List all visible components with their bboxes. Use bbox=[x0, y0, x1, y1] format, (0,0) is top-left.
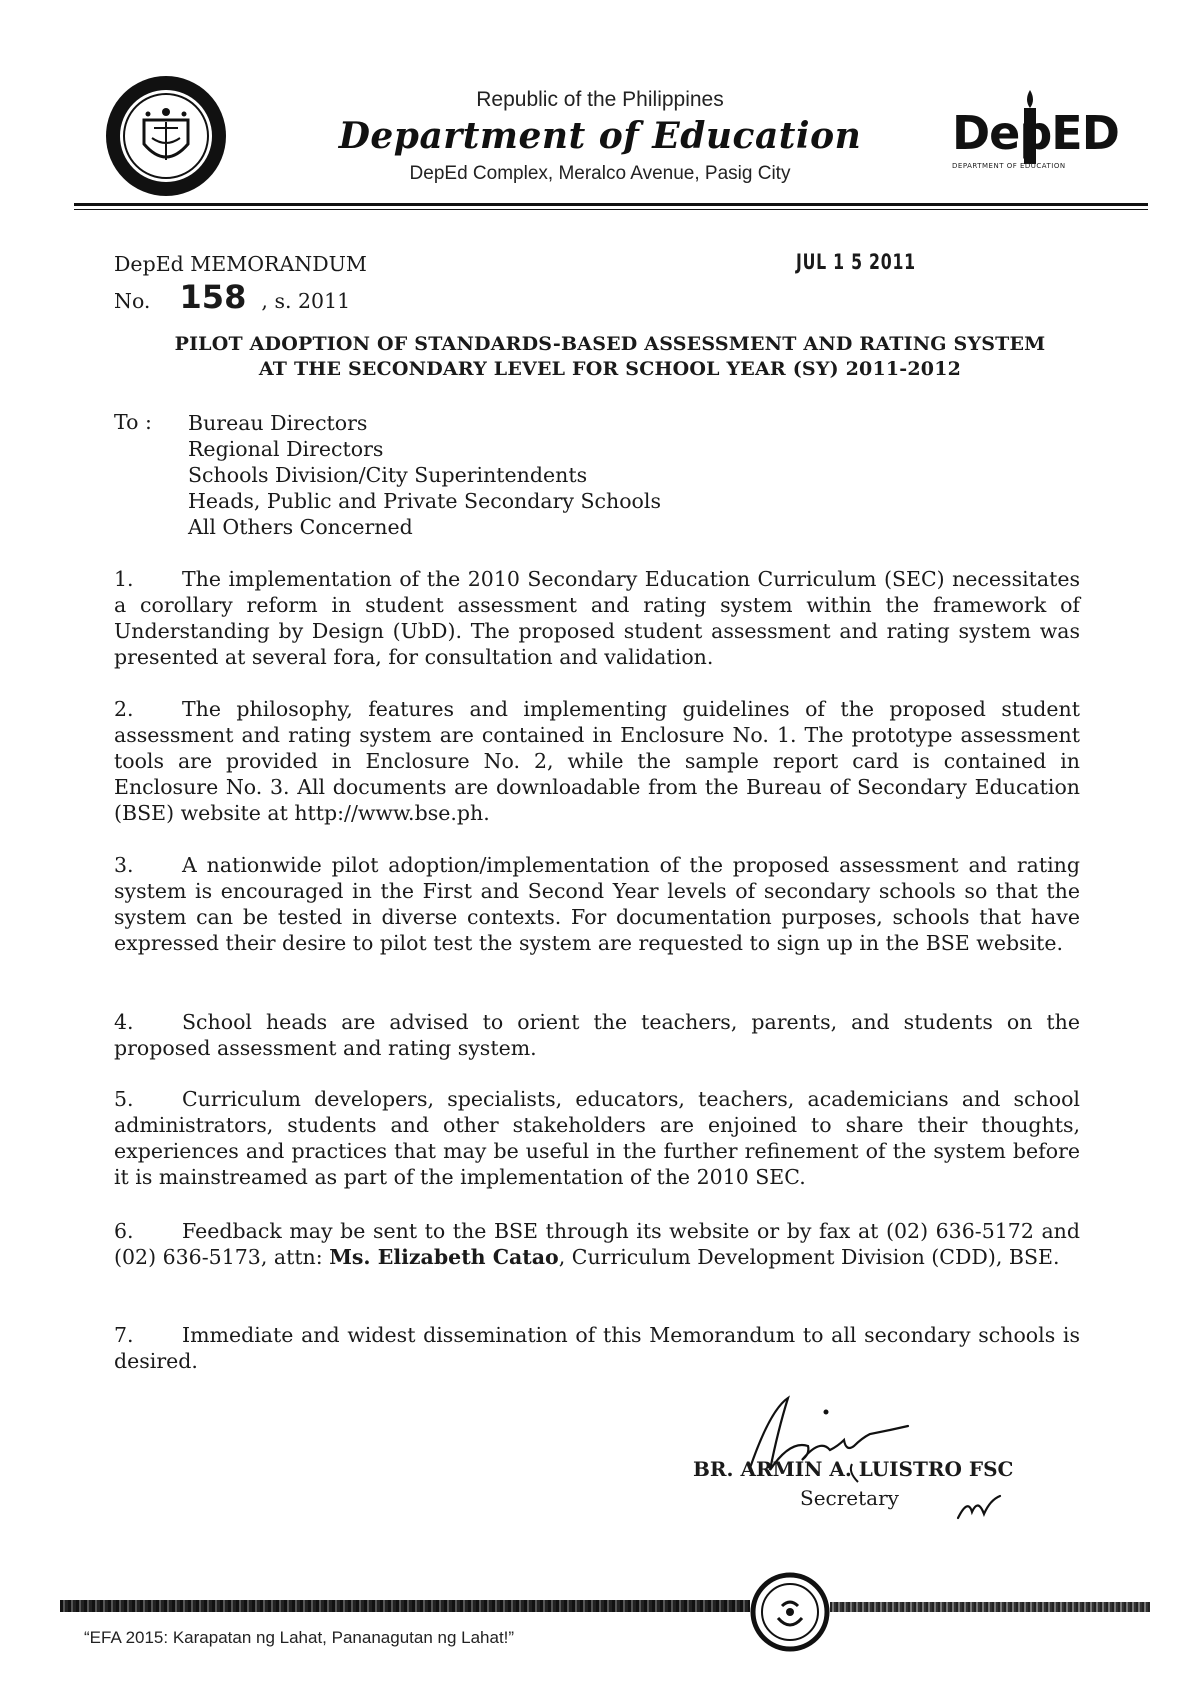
paragraph-text: School heads are advised to orient the teachers, parents, and students on the proposed assessment and rating system. bbox=[114, 1010, 1080, 1060]
recipient-item: Bureau Directors bbox=[188, 411, 368, 435]
paragraph-6 bbox=[114, 1218, 1080, 1270]
deped-logo-text: DepED bbox=[952, 106, 1119, 160]
recipient-item: Schools Division/City Superintendents bbox=[188, 463, 588, 487]
footer-slogan: “EFA 2015: Karapatan ng Lahat, Pananagutan ng Lahat!” bbox=[84, 1628, 515, 1647]
recipient-list bbox=[188, 410, 888, 540]
paragraph-text: The philosophy, features and implementing guidelines of the proposed student assessment and rating system are contained in Enclosure No. 1. The prototype assessment tools are provided in Enclosure No. 2, while the sample report card is contained in Enclosure No. 3. All documents are downloadable from the Bureau of Secondary Education (BSE) website at http://www.bse.ph. bbox=[114, 697, 1080, 825]
deped-seal bbox=[104, 74, 228, 198]
paragraph-text: A nationwide pilot adoption/implementation of the proposed assessment and rating system is encouraged in the First and Second Year levels of secondary schools so that the system can be tested in diverse contexts. For documentation purposes, schools that have expressed their desire to pilot test the system are requested to sign up in the BSE website. bbox=[114, 853, 1080, 955]
memo-number: 158 bbox=[179, 278, 247, 316]
paragraph-number: 6. bbox=[114, 1219, 134, 1243]
paragraph-3 bbox=[114, 852, 1080, 956]
deped-logo bbox=[950, 88, 1120, 178]
republic-line: Republic of the Philippines bbox=[476, 88, 724, 111]
title-line-2: AT THE SECONDARY LEVEL FOR SCHOOL YEAR (SY) 2011-2012 bbox=[258, 358, 962, 380]
header-rule-top bbox=[74, 203, 1148, 206]
paragraph-number: 2. bbox=[114, 697, 134, 721]
paragraph-number: 7. bbox=[114, 1323, 134, 1347]
recipient-item: All Others Concerned bbox=[188, 515, 413, 539]
efa-footer-seal bbox=[750, 1572, 830, 1652]
title-line-1: PILOT ADOPTION OF STANDARDS-BASED ASSESSMENT AND RATING SYSTEM bbox=[174, 333, 1046, 355]
memo-number-row bbox=[114, 278, 350, 318]
paragraph-text: Feedback may be sent to the BSE through its website or by fax at (02) 636-5172 and (02) 636-5173, attn: bbox=[114, 1219, 1080, 1269]
header-rule-bottom bbox=[74, 209, 1148, 210]
paragraph-number: 1. bbox=[114, 567, 134, 591]
paragraph-text: Immediate and widest dissemination of this Memorandum to all secondary schools is desired. bbox=[114, 1323, 1080, 1373]
contact-name: Ms. Elizabeth Catao bbox=[329, 1245, 559, 1269]
signatory-name: BR. ARMIN A. LUISTRO FSC bbox=[693, 1457, 1014, 1481]
signatory-position: Secretary bbox=[800, 1486, 899, 1510]
paragraph-number: 3. bbox=[114, 853, 134, 877]
paragraph-4 bbox=[114, 1009, 1080, 1061]
paragraph-5 bbox=[114, 1086, 1080, 1190]
footer-band-left bbox=[60, 1600, 750, 1612]
date-stamp: JUL 1 5 2011 bbox=[796, 250, 916, 274]
paragraph-text: Curriculum developers, specialists, educators, teachers, academicians and school administrators, students and other stakeholders are enjoined to share their thoughts, experiences and practices that may be useful in the further refinement of the system before it is mainstreamed as part of the implementation of the 2010 SEC. bbox=[114, 1087, 1080, 1189]
address-line: DepEd Complex, Meralco Avenue, Pasig City bbox=[409, 163, 791, 184]
recipient-item: Regional Directors bbox=[188, 437, 384, 461]
paragraph-text-after: , Curriculum Development Division (CDD), BSE. bbox=[558, 1245, 1060, 1269]
department-title: Department of Education bbox=[338, 115, 862, 157]
footer-band-right bbox=[830, 1602, 1150, 1612]
memo-no-label: No. bbox=[114, 289, 151, 313]
deped-logo-subtext: DEPARTMENT OF EDUCATION bbox=[952, 162, 1066, 170]
paragraph-number: 4. bbox=[114, 1010, 134, 1034]
paragraph-number: 5. bbox=[114, 1087, 134, 1111]
paragraph-text: The implementation of the 2010 Secondary Education Curriculum (SEC) necessitates a corollary reform in student assessment and rating system within the framework of Understanding by Design (UbD). The proposed student assessment and rating system was presented at several fora, for consultation and validation. bbox=[114, 567, 1080, 669]
memo-type: DepEd MEMORANDUM bbox=[114, 252, 367, 276]
paragraph-7 bbox=[114, 1322, 1080, 1374]
to-label: To : bbox=[114, 410, 152, 434]
paragraph-1 bbox=[114, 566, 1080, 670]
recipient-item: Heads, Public and Private Secondary Schools bbox=[188, 489, 661, 513]
paragraph-2 bbox=[114, 696, 1080, 826]
memo-series: , s. 2011 bbox=[261, 289, 351, 313]
initials-mark bbox=[954, 1492, 1010, 1524]
